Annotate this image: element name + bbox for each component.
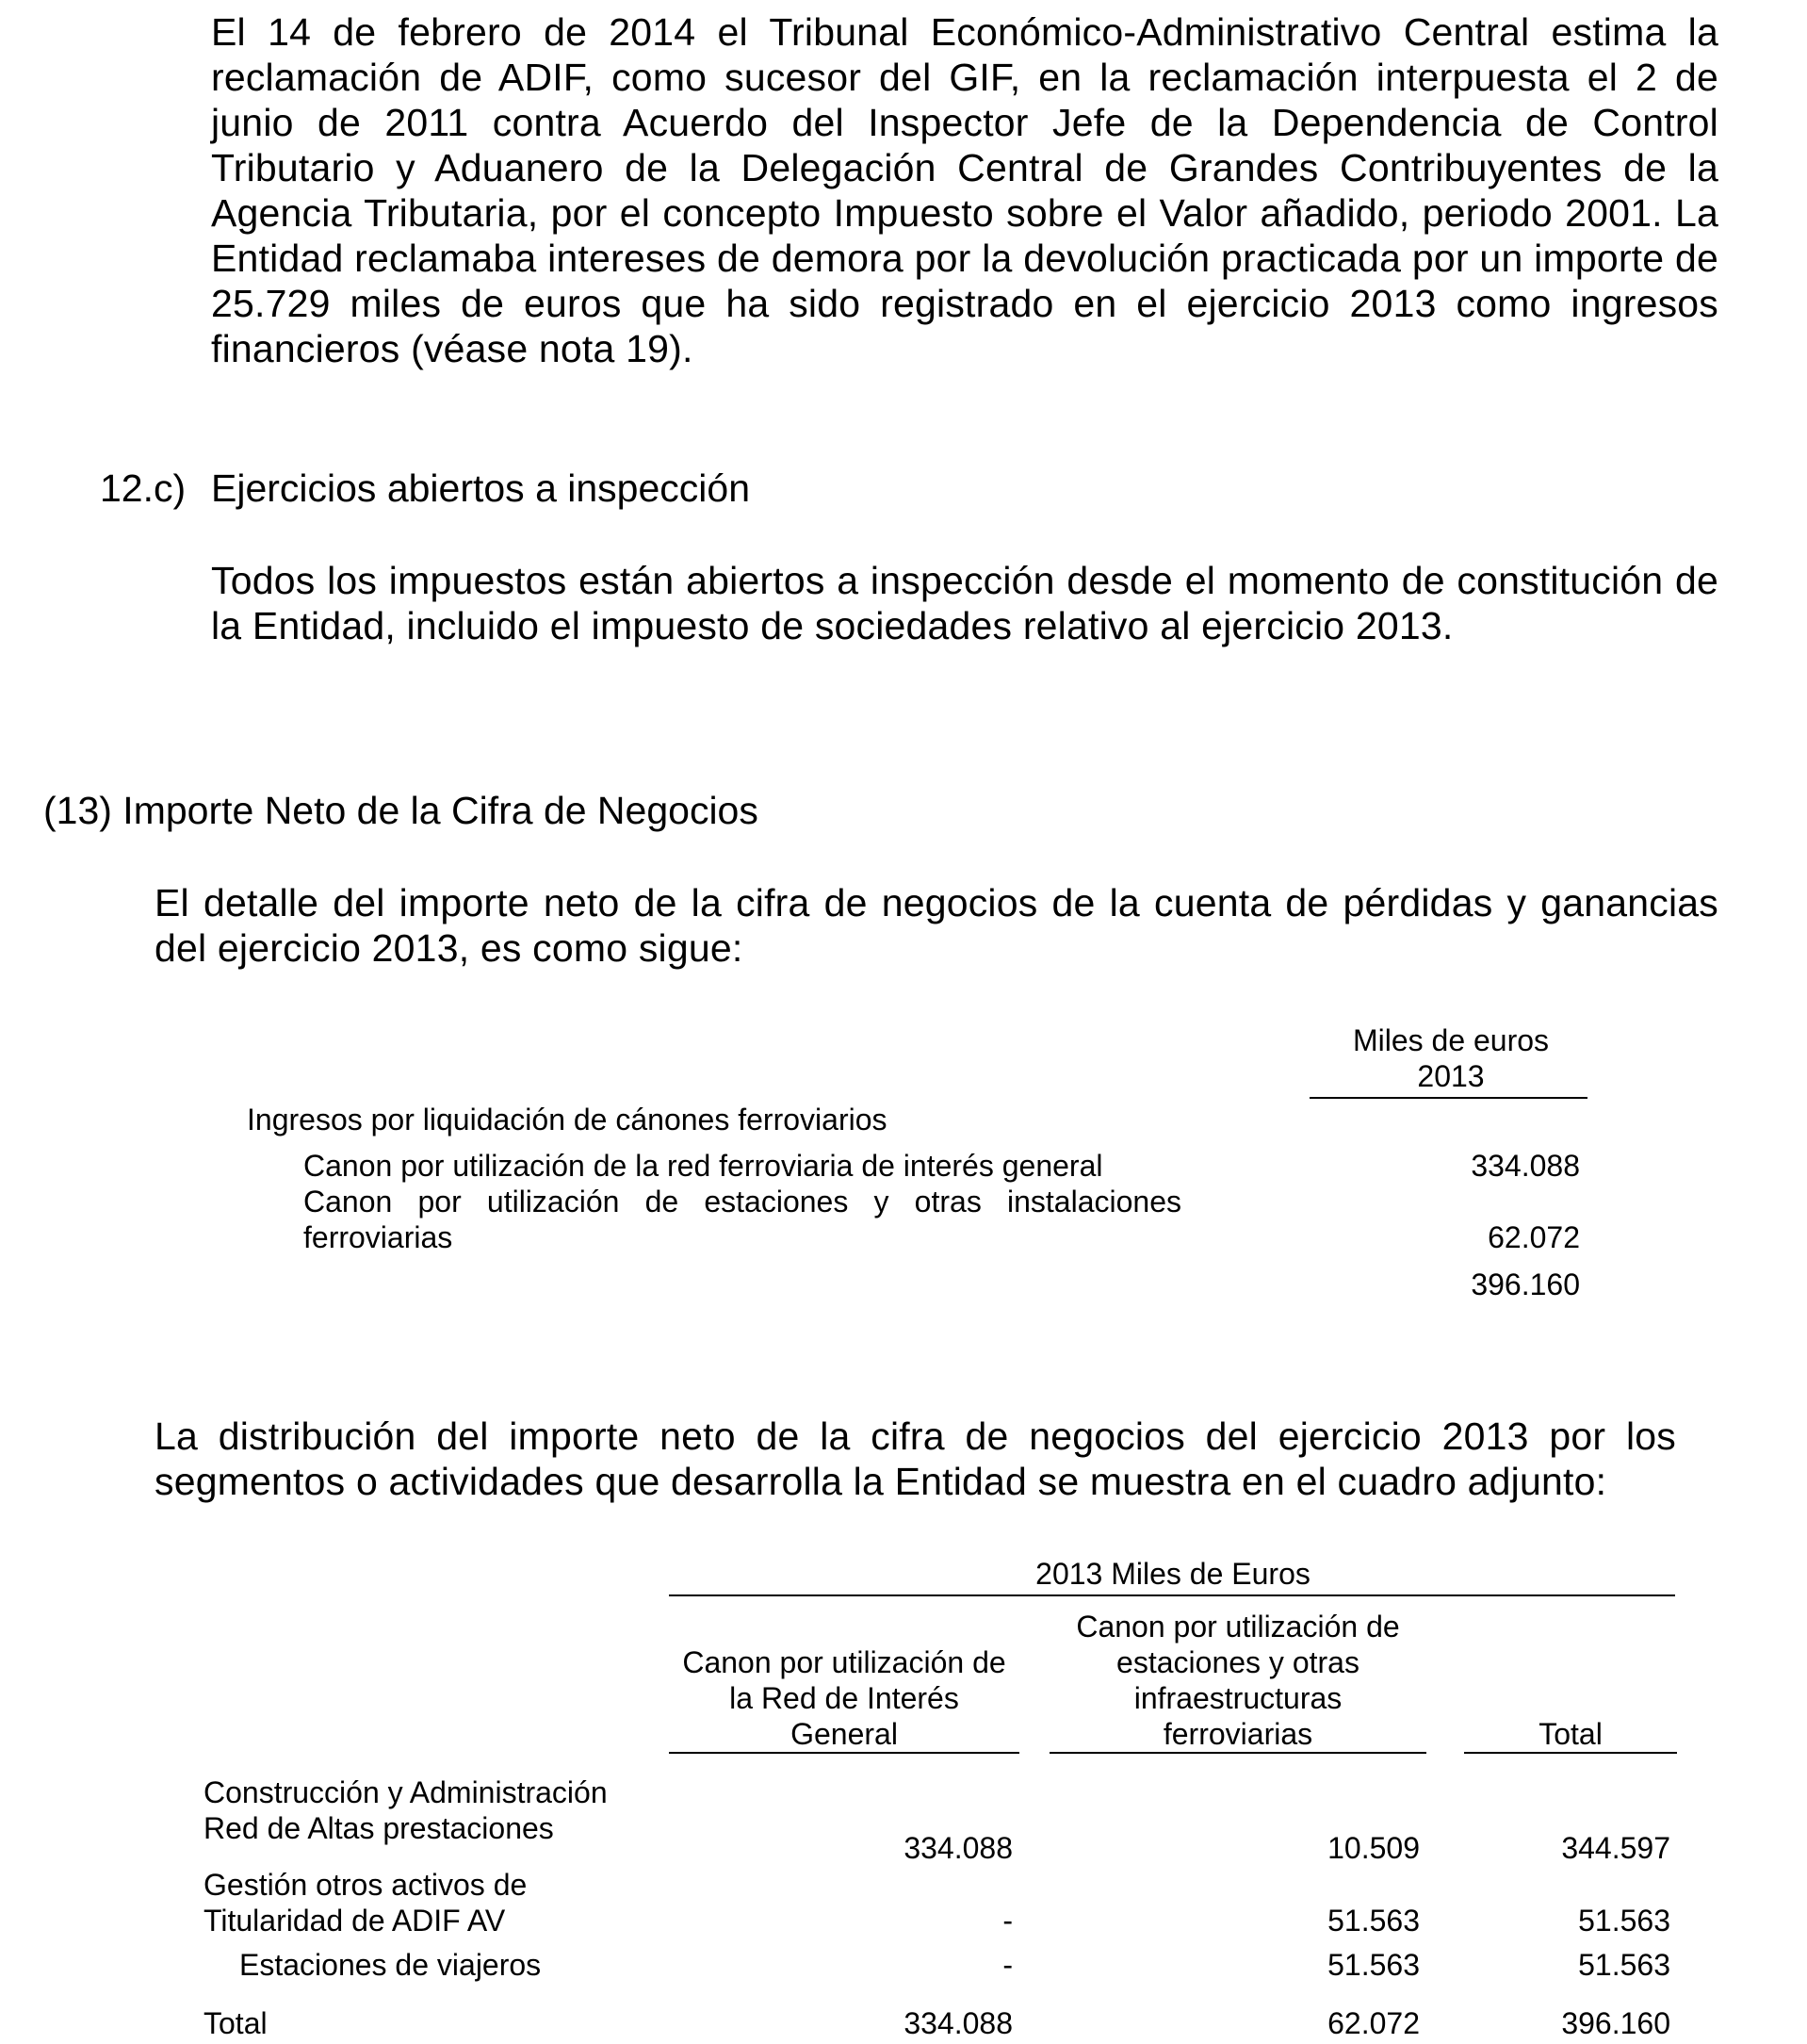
table1-row2-label-line2: ferroviarias	[303, 1220, 453, 1254]
table2-row1-label-line1: Construcción y Administración	[203, 1775, 608, 1809]
table2-row1-label	[203, 1774, 608, 1846]
table1-row1-label: Canon por utilización de la red ferroviaria de interés general	[303, 1149, 1103, 1183]
table2-row3-c3: 51.563	[1578, 1948, 1670, 1982]
table1-row2-label-line1: Canon por utilización de estaciones y otras instalaciones	[303, 1185, 1181, 1218]
table2-col1-header-line2: la Red de Interés	[729, 1681, 959, 1715]
table2-col1-header-line1: Canon por utilización de	[682, 1645, 1006, 1679]
table1-header-line1: Miles de euros	[1352, 1023, 1550, 1057]
table2-row2-label-line1: Gestión otros activos de	[203, 1868, 528, 1902]
table2-col2-rule	[1050, 1752, 1426, 1754]
table1-header-line2: 2013	[1417, 1059, 1485, 1093]
table1-header-rule	[1310, 1097, 1587, 1099]
table1-group-label: Ingresos por liquidación de cánones ferroviarios	[247, 1103, 887, 1136]
table2-row1-label-line2: Red de Altas prestaciones	[203, 1811, 554, 1845]
section-number-12c: 12.c)	[100, 466, 187, 510]
table2-row2-c2: 51.563	[1327, 1904, 1420, 1938]
paragraph-12c: Todos los impuestos están abiertos a inspección desde el momento de constitución de la Entidad, incluido el impuesto de sociedades relativo al ejercicio 2013.	[211, 559, 1718, 647]
table2-row1-c3: 344.597	[1561, 1831, 1670, 1865]
table2-row3-label: Estaciones de viajeros	[239, 1948, 542, 1982]
table1-row2-value: 62.072	[1488, 1220, 1580, 1254]
table2-row1-c1: 334.088	[904, 1831, 1013, 1865]
table2-total-c2: 62.072	[1327, 2006, 1420, 2040]
table1-total-value: 396.160	[1471, 1267, 1580, 1301]
table2-super-header-rule	[669, 1594, 1675, 1596]
table2-row2-label-line2: Titularidad de ADIF AV	[203, 1904, 506, 1938]
paragraph-distribution: La distribución del importe neto de la cifra de negocios del ejercicio 2013 por los segmentos o actividades que desarrolla la Entidad se muestra en el cuadro adjunto:	[155, 1414, 1676, 1503]
paragraph-13-intro: El detalle del importe neto de la cifra de negocios de la cuenta de pérdidas y ganancias del ejercicio 2013, es como sigue:	[155, 881, 1718, 970]
table2-super-header: 2013 Miles de Euros	[1035, 1557, 1310, 1591]
table2-row3-c1: -	[1002, 1948, 1013, 1982]
table2-col3-rule	[1464, 1752, 1677, 1754]
table2-row1-c2: 10.509	[1327, 1831, 1420, 1865]
table2-total-c1: 334.088	[904, 2006, 1013, 2040]
table2-col1-header-line3: General	[790, 1717, 898, 1751]
table1-row1-value: 334.088	[1471, 1149, 1580, 1183]
table2-col1-rule	[669, 1752, 1019, 1754]
table2-col1-header	[669, 1644, 1019, 1752]
table2-col2-header-line1: Canon por utilización de	[1076, 1610, 1400, 1643]
section-title-13: (13) Importe Neto de la Cifra de Negocios	[43, 789, 758, 832]
table2-col3-header: Total	[1538, 1717, 1603, 1751]
table2-col2-header-line2: estaciones y otras	[1116, 1645, 1359, 1679]
table2-total-c3: 396.160	[1561, 2006, 1670, 2040]
table2-row2-c1: -	[1002, 1904, 1013, 1938]
table2-col2-header-line3: infraestructuras	[1133, 1681, 1343, 1715]
table2-row2-c3: 51.563	[1578, 1904, 1670, 1938]
table2-col2-header	[1050, 1609, 1426, 1752]
table2-row2-label	[203, 1867, 527, 1938]
paragraph-tribunal: El 14 de febrero de 2014 el Tribunal Económico-Administrativo Central estima la reclamación de ADIF, como sucesor del GIF, en la reclamación interpuesta el 2 de junio de 2011 contra Acuerdo del Inspector Jefe de la Dependencia de Control Tributario y Aduanero de la Delegación Central de Grandes Contribuyentes de la Agencia Tributaria, por el concepto Impuesto sobre el Valor añadido, periodo 2001. La Entidad reclamaba intereses de demora por la devolución practicada por un importe de 25.729 miles de euros que ha sido registrado en el ejercicio 2013 como ingresos financieros (véase nota 19).	[211, 10, 1718, 370]
table2-row3-c2: 51.563	[1327, 1948, 1420, 1982]
table2-total-label: Total	[203, 2006, 268, 2040]
table2-col2-header-line4: ferroviarias	[1163, 1717, 1313, 1751]
section-title-12c: Ejercicios abiertos a inspección	[211, 466, 750, 510]
